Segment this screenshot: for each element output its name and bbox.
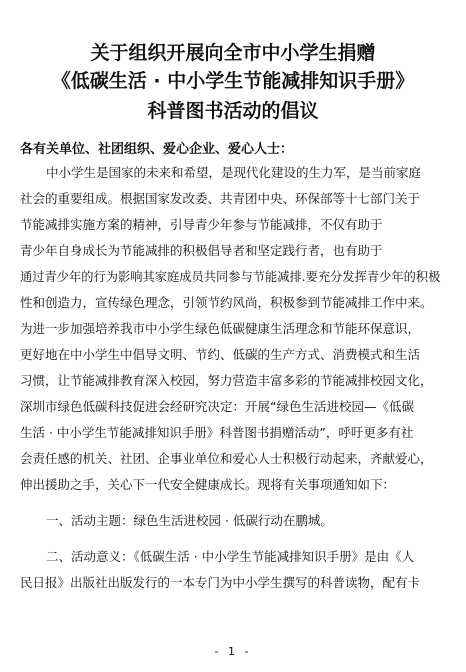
page-number: - 1 -	[214, 645, 252, 658]
title-line-1: 关于组织开展向全市中小学生捐赠	[90, 42, 376, 64]
section-heading-1: 一、活动主题：绿色生活进校园 · 低碳行动在鹏城。	[46, 513, 333, 528]
body-line: 中小学生是国家的未来和希望，是现代化建设的生力军，是当前家庭	[46, 165, 422, 180]
body-line: 青少年自身成长为节能减排的积极倡导者和坚定践行者，也有助于	[20, 243, 383, 258]
body-line: 会责任感的机关、社团、企事业单位和爱心人士积极行动起来，齐献爱心，	[20, 451, 433, 466]
body-line: 生活 · 中小学生节能减排知识手册》科普图书捐赠活动”，呼吁更多有社	[20, 425, 414, 440]
body-line: 习惯，让节能减排教育深入校园，努力营造丰富多彩的节能减排校园文化，	[20, 373, 433, 388]
body-line: 性和创造力，宣传绿色理念，引领节约风尚，积极参到节能减排工作中来。	[20, 295, 433, 310]
body-line: 节能减排实施方案的精神，引导青少年参与节能减排，不仅有助于	[20, 217, 383, 232]
title-line-2: 《低碳生活 · 中小学生节能减排知识手册》	[51, 70, 415, 92]
body-line: 为进一步加强培养我市中小学生绿色低碳健康生活理念和节能环保意识，	[20, 321, 421, 336]
body-line: 社会的重要组成。根据国家发改委、共青团中央、环保部等十七部门关于	[20, 191, 421, 206]
body-line: 伸出援助之手，关心下一代安全健康成长。现将有关事项通知如下：	[20, 477, 396, 492]
body-line: 更好地在中小学生中倡导文明、节约、低碳的生产方式、消费模式和生活	[20, 347, 421, 362]
salutation: 各有关单位、社团组织、爱心企业、爱心人士：	[20, 142, 294, 157]
body-line: 深圳市绿色低碳科技促进会经研究决定：开展“绿色生活进校园—《低碳	[20, 399, 414, 414]
title-line-3: 科普图书活动的倡议	[147, 100, 319, 122]
body-line: 民日报》出版社出版发行的一本专门为中小学生撰写的科普读物，配有卡	[20, 575, 421, 590]
body-line: 通过青少年的行为影响其家庭成员共同参与节能减排.要充分发挥青少年的积极	[20, 270, 441, 284]
section-heading-2: 二、活动意义：《低碳生活 · 中小学生节能减排知识手册》是由《人	[46, 549, 415, 564]
